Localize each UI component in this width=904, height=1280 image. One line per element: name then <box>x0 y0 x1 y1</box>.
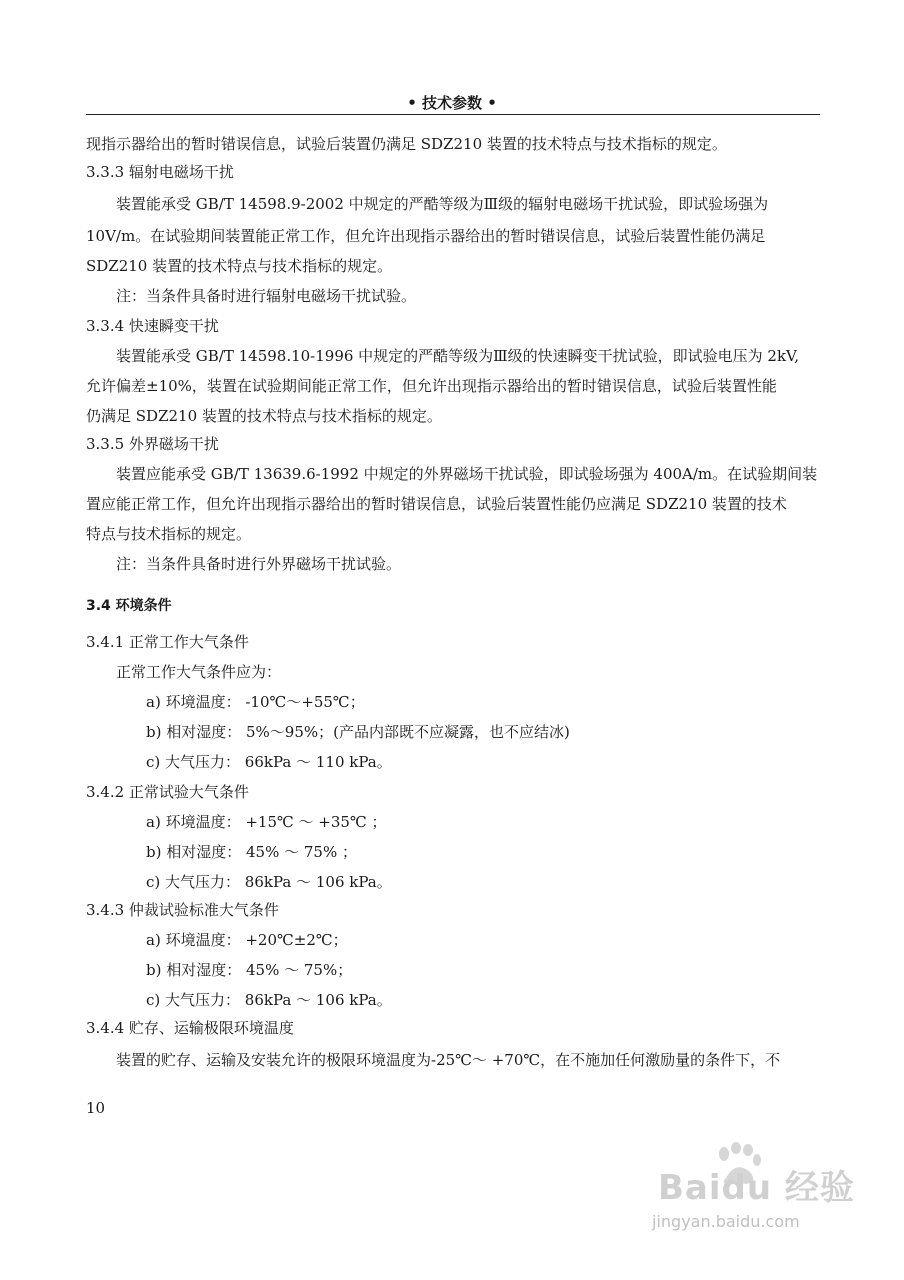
watermark-url: jingyan.baidu.com <box>652 1212 800 1231</box>
section-heading-3-3-4: 3.3.4 快速瞬变干扰 <box>86 317 219 335</box>
section-heading-3-3-5: 3.3.5 外界磁场干扰 <box>86 435 219 453</box>
body-line: 仍满足 SDZ210 装置的技术特点与技术指标的规定。 <box>86 407 442 425</box>
header-rule <box>86 114 820 115</box>
body-line: 特点与技术指标的规定。 <box>86 525 252 543</box>
page-number: 10 <box>86 1099 106 1117</box>
note-line: 注：当条件具备时进行外界磁场干扰试验。 <box>116 555 402 573</box>
note-line: 注：当条件具备时进行辐射电磁场干扰试验。 <box>116 287 417 305</box>
section-heading-3-4: 3.4 环境条件 <box>86 598 172 614</box>
list-item: b) 相对湿度： 5%～95%；(产品内部既不应凝露，也不应结冰) <box>146 723 570 741</box>
body-line: 置应能正常工作，但允许出现指示器给出的暂时错误信息，试验后装置性能仍应满足 SDZ210 装置的技术 <box>86 495 787 513</box>
section-heading-3-4-3: 3.4.3 仲裁试验标准大气条件 <box>86 901 279 919</box>
body-line: 现指示器给出的暂时错误信息，试验后装置仍满足 SDZ210 装置的技术特点与技术指标的规定。 <box>86 135 727 153</box>
list-item: b) 相对湿度： 45% ～ 75%； <box>146 961 353 979</box>
list-item: c) 大气压力： 66kPa ～ 110 kPa。 <box>146 753 392 771</box>
list-item: a) 环境温度： -10℃～+55℃； <box>146 693 365 711</box>
body-line: SDZ210 装置的技术特点与技术指标的规定。 <box>86 257 393 275</box>
body-line: 装置应能承受 GB/T 13639.6-1992 中规定的外界磁场干扰试验，即试验场强为 400A/m。在试验期间装 <box>116 465 818 483</box>
section-heading-3-4-1: 3.4.1 正常工作大气条件 <box>86 633 249 651</box>
body-line: 装置能承受 GB/T 14598.9-2002 中规定的严酷等级为Ⅲ级的辐射电磁场干扰试验，即试验场强为 <box>116 195 769 213</box>
body-line: 允许偏差±10%，装置在试验期间能正常工作，但允许出现指示器给出的暂时错误信息，试验后装置性能 <box>86 377 777 395</box>
list-item: c) 大气压力： 86kPa ～ 106 kPa。 <box>146 991 392 1009</box>
list-item: b) 相对湿度： 45% ～ 75% ； <box>146 843 357 861</box>
list-item: a) 环境温度： +20℃±2℃； <box>146 931 348 949</box>
body-line: 装置能承受 GB/T 14598.10-1996 中规定的严酷等级为Ⅲ级的快速瞬变干扰试验，即试验电压为 2kV, <box>116 347 800 365</box>
body-line: 10V/m。在试验期间装置能正常工作，但允许出现指示器给出的暂时错误信息，试验后装置性能仍满足 <box>86 227 766 245</box>
section-heading-3-3-3: 3.3.3 辐射电磁场干扰 <box>86 163 234 181</box>
running-header-title: • 技术参数 • <box>407 94 497 112</box>
body-line: 装置的贮存、运输及安装允许的极限环境温度为-25℃～ +70℃，在不施加任何激励量的条件下，不 <box>116 1051 781 1069</box>
list-item: c) 大气压力： 86kPa ～ 106 kPa。 <box>146 873 392 891</box>
section-heading-3-4-2: 3.4.2 正常试验大气条件 <box>86 783 249 801</box>
body-line: 正常工作大气条件应为： <box>116 663 282 681</box>
list-item: a) 环境温度： +15℃ ～ +35℃ ； <box>146 813 387 831</box>
watermark-brand: Baidu 经验 <box>658 1168 855 1208</box>
section-heading-3-4-4: 3.4.4 贮存、运输极限环境温度 <box>86 1019 294 1037</box>
